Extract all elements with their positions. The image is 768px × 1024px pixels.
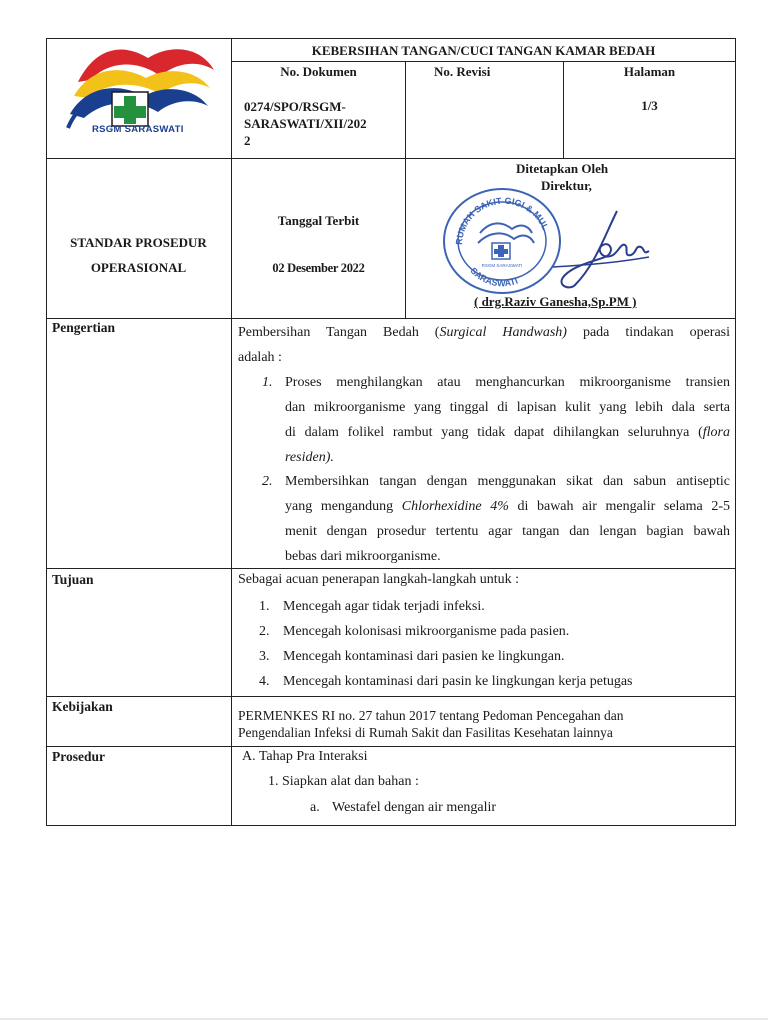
document-title: KEBERSIHAN TANGAN/CUCI TANGAN KAMAR BEDAH (311, 43, 656, 58)
pengertian-intro (238, 320, 730, 370)
director-label: Direktur, (541, 178, 592, 193)
kebijakan-divider (46, 746, 736, 747)
table-border-bottom (46, 825, 736, 826)
section-label-kebijakan: Kebijakan (52, 699, 113, 714)
pengertian-item-2-number: 2. (262, 474, 273, 489)
pengertian-intro-line2: adalah : (238, 350, 282, 365)
prosedur-step-1: 1. Siapkan alat dan bahan : (268, 774, 419, 789)
pengertian-item-1-line4: residen). (285, 450, 334, 465)
document-number-label: No. Dokumen (280, 64, 357, 79)
issue-date-value: 02 Desember 2022 (272, 261, 365, 275)
date-approval-divider (405, 158, 406, 318)
kebijakan-line2: Pengendalian Infeksi di Rumah Sakit dan Fasilitas Kesehatan lainnya (238, 725, 613, 740)
document-number-line3: 2 (244, 133, 251, 148)
revision-label: No. Revisi (434, 64, 491, 79)
section-label-pengertian: Pengertian (52, 320, 115, 335)
director-signature (545, 205, 655, 295)
section-label-prosedur: Prosedur (52, 749, 105, 764)
logo-caption: RSGM SARASWATI (92, 124, 184, 135)
list-item: 1. Mencegah agar tidak terjadi infeksi. (259, 599, 485, 614)
hospital-logo (60, 40, 225, 140)
kebijakan-line1: PERMENKES RI no. 27 tahun 2017 tentang Pedoman Pencegahan dan (238, 708, 624, 723)
document-number-value (244, 98, 367, 149)
pengertian-item-1-line1: Proses menghilangkan atau menghancurkan mikroorganisme transien (285, 375, 730, 390)
issue-date-label: Tanggal Terbit (277, 213, 360, 228)
header-divider (46, 158, 736, 159)
pengertian-item-2-line2: yang mengandung Chlorhexidine 4% di bawah air mengalir selama 2-5 (285, 499, 731, 514)
approved-by-label: Ditetapkan Oleh (516, 161, 609, 176)
spo-divider (46, 318, 736, 319)
doc-revision-divider (405, 61, 406, 158)
pengertian-item-1-line2: dan mikroorganisme yang tinggal di lapisan kulit yang lebih dala serta (285, 400, 730, 415)
prosedur-step-1a-letter: a. (310, 800, 320, 815)
list-item: 2. Mencegah kolonisasi mikroorganisme pada pasien. (259, 624, 570, 639)
scan-edge (0, 1018, 768, 1020)
section-label-tujuan: Tujuan (52, 572, 94, 587)
pengertian-item-1 (285, 370, 730, 470)
tujuan-intro: Sebagai acuan penerapan langkah-langkah untuk : (238, 572, 520, 587)
pengertian-item-1-line3: di dalam folikel rambut yang tidak dapat dihilangkan seluruhnya (flora (285, 425, 730, 440)
list-item: 4. Mencegah kontaminasi dari pasin ke lingkungan kerja petugas (259, 674, 633, 689)
svg-text:SARASWATI (468, 265, 519, 288)
table-border-right (735, 38, 736, 826)
prosedur-step-1a-text: Westafel dengan air mengalir (332, 800, 497, 815)
table-border-top (46, 38, 736, 39)
list-item: 3. Mencegah kontaminasi dari pasien ke lingkungan. (259, 649, 565, 664)
page-value: 1/3 (641, 98, 658, 113)
spo-title-line1: STANDAR PROSEDUR (70, 235, 207, 250)
pengertian-item-2-line1: Membersihkan tangan dengan menggunakan sikat dan sabun antiseptic (285, 474, 730, 489)
spo-title (46, 230, 231, 280)
column-divider (231, 38, 232, 826)
prosedur-stage: A. Tahap Pra Interaksi (242, 749, 368, 764)
tujuan-divider (46, 696, 736, 697)
pengertian-item-2-line3: menit dengan prosedur tertentu agar tangan dan lengan bagian bawah (285, 524, 730, 539)
spo-title-line2: OPERASIONAL (90, 260, 187, 275)
director-name: ( drg.Raziv Ganesha,Sp.PM ) (474, 294, 637, 309)
document-number-line1: 0274/SPO/RSGM- (244, 99, 346, 114)
kebijakan-text (238, 707, 623, 741)
stamp-top-text: RUMAH SAKIT GIGI & MUL (453, 195, 551, 246)
stamp-center-text: RSGM SARASWATI (481, 263, 523, 268)
pengertian-intro-line1: Pembersihan Tangan Bedah (Surgical Handwash) pada tindakan operasi (238, 325, 731, 340)
pengertian-item-2-line4: bebas dari mikroorganisme. (285, 549, 441, 564)
pengertian-item-2 (285, 469, 730, 569)
document-number-line2: SARASWATI/XII/202 (244, 116, 367, 131)
signature-graphic (545, 205, 655, 295)
prosedur-step-1a (310, 800, 496, 816)
table-border-left (46, 38, 47, 826)
pengertian-item-1-number: 1. (262, 375, 273, 390)
stamp-bottom-text: SARASWATI (468, 265, 520, 289)
svg-text:RUMAH SAKIT GIGI & MULUT (440, 183, 551, 245)
page-label: Halaman (623, 64, 676, 79)
title-divider (231, 61, 736, 62)
